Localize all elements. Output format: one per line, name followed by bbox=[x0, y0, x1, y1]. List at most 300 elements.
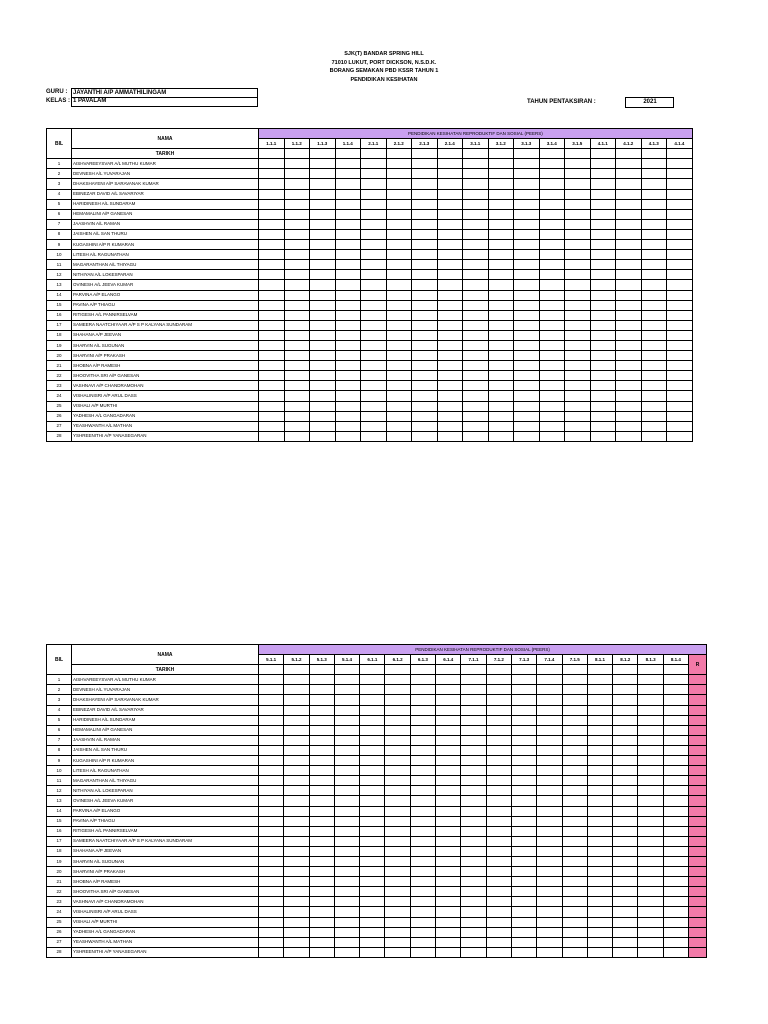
score-cell[interactable] bbox=[514, 361, 540, 371]
score-cell[interactable] bbox=[309, 796, 334, 806]
score-cell[interactable] bbox=[641, 371, 667, 381]
score-cell[interactable] bbox=[461, 927, 486, 937]
score-cell[interactable] bbox=[412, 310, 438, 320]
score-cell[interactable] bbox=[309, 735, 334, 745]
score-cell[interactable] bbox=[259, 695, 284, 705]
r-cell[interactable] bbox=[689, 856, 707, 866]
score-cell[interactable] bbox=[613, 826, 638, 836]
score-cell[interactable] bbox=[284, 351, 310, 361]
score-cell[interactable] bbox=[537, 877, 562, 887]
score-cell[interactable] bbox=[613, 877, 638, 887]
score-cell[interactable] bbox=[410, 796, 435, 806]
score-cell[interactable] bbox=[514, 159, 540, 169]
date-cell[interactable] bbox=[335, 149, 361, 159]
score-cell[interactable] bbox=[385, 685, 410, 695]
score-cell[interactable] bbox=[613, 816, 638, 826]
score-cell[interactable] bbox=[613, 786, 638, 796]
score-cell[interactable] bbox=[410, 917, 435, 927]
score-cell[interactable] bbox=[514, 199, 540, 209]
score-cell[interactable] bbox=[587, 675, 612, 685]
score-cell[interactable] bbox=[488, 240, 514, 250]
score-cell[interactable] bbox=[537, 897, 562, 907]
score-cell[interactable] bbox=[641, 159, 667, 169]
score-cell[interactable] bbox=[514, 219, 540, 229]
score-cell[interactable] bbox=[590, 250, 616, 260]
score-cell[interactable] bbox=[514, 270, 540, 280]
score-cell[interactable] bbox=[386, 330, 412, 340]
score-cell[interactable] bbox=[590, 351, 616, 361]
score-cell[interactable] bbox=[334, 897, 359, 907]
score-cell[interactable] bbox=[613, 867, 638, 877]
score-cell[interactable] bbox=[385, 776, 410, 786]
score-cell[interactable] bbox=[385, 695, 410, 705]
score-cell[interactable] bbox=[334, 907, 359, 917]
score-cell[interactable] bbox=[310, 431, 336, 441]
score-cell[interactable] bbox=[334, 806, 359, 816]
score-cell[interactable] bbox=[259, 351, 285, 361]
score-cell[interactable] bbox=[562, 927, 587, 937]
r-cell[interactable] bbox=[689, 917, 707, 927]
date-cell[interactable] bbox=[437, 149, 463, 159]
score-cell[interactable] bbox=[309, 927, 334, 937]
score-cell[interactable] bbox=[590, 280, 616, 290]
score-cell[interactable] bbox=[539, 340, 565, 350]
score-cell[interactable] bbox=[437, 381, 463, 391]
score-cell[interactable] bbox=[360, 806, 385, 816]
score-cell[interactable] bbox=[562, 695, 587, 705]
score-cell[interactable] bbox=[334, 947, 359, 957]
score-cell[interactable] bbox=[410, 846, 435, 856]
score-cell[interactable] bbox=[511, 806, 536, 816]
score-cell[interactable] bbox=[641, 290, 667, 300]
score-cell[interactable] bbox=[562, 836, 587, 846]
score-cell[interactable] bbox=[613, 715, 638, 725]
score-cell[interactable] bbox=[613, 685, 638, 695]
date-cell[interactable] bbox=[412, 149, 438, 159]
score-cell[interactable] bbox=[410, 776, 435, 786]
score-cell[interactable] bbox=[385, 766, 410, 776]
score-cell[interactable] bbox=[461, 725, 486, 735]
score-cell[interactable] bbox=[437, 199, 463, 209]
score-cell[interactable] bbox=[463, 340, 489, 350]
score-cell[interactable] bbox=[463, 330, 489, 340]
score-cell[interactable] bbox=[488, 270, 514, 280]
score-cell[interactable] bbox=[386, 199, 412, 209]
date-cell[interactable] bbox=[488, 149, 514, 159]
score-cell[interactable] bbox=[361, 290, 387, 300]
score-cell[interactable] bbox=[463, 310, 489, 320]
score-cell[interactable] bbox=[259, 371, 285, 381]
score-cell[interactable] bbox=[436, 937, 461, 947]
score-cell[interactable] bbox=[412, 371, 438, 381]
score-cell[interactable] bbox=[562, 867, 587, 877]
score-cell[interactable] bbox=[663, 756, 688, 766]
date-cell[interactable] bbox=[361, 149, 387, 159]
score-cell[interactable] bbox=[309, 836, 334, 846]
score-cell[interactable] bbox=[410, 877, 435, 887]
score-cell[interactable] bbox=[385, 806, 410, 816]
score-cell[interactable] bbox=[360, 695, 385, 705]
score-cell[interactable] bbox=[284, 856, 309, 866]
score-cell[interactable] bbox=[587, 705, 612, 715]
score-cell[interactable] bbox=[412, 320, 438, 330]
score-cell[interactable] bbox=[410, 715, 435, 725]
score-cell[interactable] bbox=[587, 766, 612, 776]
score-cell[interactable] bbox=[565, 431, 591, 441]
score-cell[interactable] bbox=[562, 756, 587, 766]
score-cell[interactable] bbox=[310, 391, 336, 401]
score-cell[interactable] bbox=[284, 836, 309, 846]
date-cell[interactable] bbox=[259, 149, 285, 159]
score-cell[interactable] bbox=[463, 431, 489, 441]
score-cell[interactable] bbox=[412, 209, 438, 219]
score-cell[interactable] bbox=[488, 381, 514, 391]
score-cell[interactable] bbox=[590, 361, 616, 371]
score-cell[interactable] bbox=[613, 846, 638, 856]
score-cell[interactable] bbox=[309, 816, 334, 826]
score-cell[interactable] bbox=[641, 199, 667, 209]
score-cell[interactable] bbox=[641, 250, 667, 260]
score-cell[interactable] bbox=[638, 685, 663, 695]
score-cell[interactable] bbox=[437, 351, 463, 361]
score-cell[interactable] bbox=[587, 786, 612, 796]
score-cell[interactable] bbox=[667, 189, 693, 199]
score-cell[interactable] bbox=[590, 411, 616, 421]
score-cell[interactable] bbox=[616, 189, 642, 199]
score-cell[interactable] bbox=[361, 361, 387, 371]
score-cell[interactable] bbox=[436, 856, 461, 866]
score-cell[interactable] bbox=[437, 411, 463, 421]
score-cell[interactable] bbox=[461, 715, 486, 725]
score-cell[interactable] bbox=[663, 907, 688, 917]
score-cell[interactable] bbox=[463, 401, 489, 411]
score-cell[interactable] bbox=[663, 826, 688, 836]
score-cell[interactable] bbox=[309, 877, 334, 887]
score-cell[interactable] bbox=[437, 340, 463, 350]
score-cell[interactable] bbox=[410, 695, 435, 705]
score-cell[interactable] bbox=[514, 371, 540, 381]
score-cell[interactable] bbox=[310, 320, 336, 330]
score-cell[interactable] bbox=[284, 330, 310, 340]
score-cell[interactable] bbox=[587, 937, 612, 947]
score-cell[interactable] bbox=[284, 766, 309, 776]
score-cell[interactable] bbox=[335, 340, 361, 350]
score-cell[interactable] bbox=[259, 806, 284, 816]
date-cell[interactable] bbox=[284, 149, 310, 159]
score-cell[interactable] bbox=[488, 320, 514, 330]
score-cell[interactable] bbox=[537, 685, 562, 695]
score-cell[interactable] bbox=[641, 330, 667, 340]
score-cell[interactable] bbox=[284, 240, 310, 250]
score-cell[interactable] bbox=[514, 310, 540, 320]
score-cell[interactable] bbox=[486, 705, 511, 715]
score-cell[interactable] bbox=[565, 240, 591, 250]
score-cell[interactable] bbox=[514, 240, 540, 250]
score-cell[interactable] bbox=[667, 219, 693, 229]
score-cell[interactable] bbox=[335, 391, 361, 401]
score-cell[interactable] bbox=[488, 371, 514, 381]
score-cell[interactable] bbox=[436, 756, 461, 766]
score-cell[interactable] bbox=[361, 340, 387, 350]
score-cell[interactable] bbox=[284, 806, 309, 816]
score-cell[interactable] bbox=[539, 421, 565, 431]
score-cell[interactable] bbox=[486, 846, 511, 856]
date-cell[interactable] bbox=[562, 665, 587, 675]
score-cell[interactable] bbox=[309, 715, 334, 725]
score-cell[interactable] bbox=[284, 927, 309, 937]
score-cell[interactable] bbox=[616, 300, 642, 310]
score-cell[interactable] bbox=[259, 209, 285, 219]
score-cell[interactable] bbox=[310, 229, 336, 239]
score-cell[interactable] bbox=[562, 897, 587, 907]
score-cell[interactable] bbox=[613, 705, 638, 715]
score-cell[interactable] bbox=[488, 290, 514, 300]
score-cell[interactable] bbox=[385, 715, 410, 725]
score-cell[interactable] bbox=[511, 685, 536, 695]
score-cell[interactable] bbox=[638, 877, 663, 887]
score-cell[interactable] bbox=[514, 351, 540, 361]
score-cell[interactable] bbox=[309, 685, 334, 695]
score-cell[interactable] bbox=[616, 431, 642, 441]
score-cell[interactable] bbox=[437, 300, 463, 310]
score-cell[interactable] bbox=[385, 907, 410, 917]
score-cell[interactable] bbox=[335, 320, 361, 330]
score-cell[interactable] bbox=[360, 776, 385, 786]
score-cell[interactable] bbox=[259, 745, 284, 755]
score-cell[interactable] bbox=[613, 735, 638, 745]
score-cell[interactable] bbox=[335, 189, 361, 199]
score-cell[interactable] bbox=[410, 806, 435, 816]
score-cell[interactable] bbox=[436, 735, 461, 745]
score-cell[interactable] bbox=[284, 826, 309, 836]
score-cell[interactable] bbox=[437, 290, 463, 300]
score-cell[interactable] bbox=[309, 705, 334, 715]
score-cell[interactable] bbox=[638, 725, 663, 735]
score-cell[interactable] bbox=[663, 715, 688, 725]
score-cell[interactable] bbox=[590, 381, 616, 391]
score-cell[interactable] bbox=[511, 735, 536, 745]
score-cell[interactable] bbox=[663, 806, 688, 816]
score-cell[interactable] bbox=[663, 796, 688, 806]
score-cell[interactable] bbox=[461, 947, 486, 957]
score-cell[interactable] bbox=[565, 159, 591, 169]
score-cell[interactable] bbox=[587, 735, 612, 745]
score-cell[interactable] bbox=[565, 209, 591, 219]
score-cell[interactable] bbox=[437, 361, 463, 371]
score-cell[interactable] bbox=[310, 199, 336, 209]
score-cell[interactable] bbox=[565, 229, 591, 239]
score-cell[interactable] bbox=[259, 796, 284, 806]
score-cell[interactable] bbox=[412, 240, 438, 250]
score-cell[interactable] bbox=[613, 695, 638, 705]
score-cell[interactable] bbox=[488, 179, 514, 189]
score-cell[interactable] bbox=[284, 270, 310, 280]
score-cell[interactable] bbox=[590, 209, 616, 219]
score-cell[interactable] bbox=[461, 897, 486, 907]
score-cell[interactable] bbox=[360, 836, 385, 846]
score-cell[interactable] bbox=[386, 240, 412, 250]
score-cell[interactable] bbox=[667, 290, 693, 300]
score-cell[interactable] bbox=[488, 189, 514, 199]
score-cell[interactable] bbox=[360, 756, 385, 766]
r-cell[interactable] bbox=[689, 826, 707, 836]
score-cell[interactable] bbox=[284, 371, 310, 381]
score-cell[interactable] bbox=[616, 199, 642, 209]
score-cell[interactable] bbox=[412, 260, 438, 270]
score-cell[interactable] bbox=[667, 280, 693, 290]
score-cell[interactable] bbox=[284, 229, 310, 239]
score-cell[interactable] bbox=[335, 431, 361, 441]
score-cell[interactable] bbox=[385, 917, 410, 927]
score-cell[interactable] bbox=[412, 270, 438, 280]
score-cell[interactable] bbox=[309, 917, 334, 927]
score-cell[interactable] bbox=[386, 361, 412, 371]
score-cell[interactable] bbox=[461, 826, 486, 836]
score-cell[interactable] bbox=[309, 695, 334, 705]
score-cell[interactable] bbox=[590, 179, 616, 189]
score-cell[interactable] bbox=[259, 705, 284, 715]
score-cell[interactable] bbox=[385, 745, 410, 755]
score-cell[interactable] bbox=[259, 786, 284, 796]
score-cell[interactable] bbox=[361, 381, 387, 391]
score-cell[interactable] bbox=[590, 310, 616, 320]
score-cell[interactable] bbox=[335, 270, 361, 280]
score-cell[interactable] bbox=[663, 917, 688, 927]
score-cell[interactable] bbox=[310, 330, 336, 340]
score-cell[interactable] bbox=[488, 260, 514, 270]
score-cell[interactable] bbox=[616, 270, 642, 280]
score-cell[interactable] bbox=[565, 401, 591, 411]
score-cell[interactable] bbox=[259, 431, 285, 441]
score-cell[interactable] bbox=[360, 786, 385, 796]
score-cell[interactable] bbox=[616, 401, 642, 411]
score-cell[interactable] bbox=[437, 421, 463, 431]
score-cell[interactable] bbox=[539, 310, 565, 320]
score-cell[interactable] bbox=[514, 421, 540, 431]
score-cell[interactable] bbox=[590, 260, 616, 270]
score-cell[interactable] bbox=[412, 330, 438, 340]
score-cell[interactable] bbox=[590, 240, 616, 250]
score-cell[interactable] bbox=[488, 280, 514, 290]
score-cell[interactable] bbox=[461, 695, 486, 705]
score-cell[interactable] bbox=[412, 219, 438, 229]
score-cell[interactable] bbox=[436, 867, 461, 877]
score-cell[interactable] bbox=[334, 776, 359, 786]
score-cell[interactable] bbox=[385, 887, 410, 897]
score-cell[interactable] bbox=[638, 745, 663, 755]
score-cell[interactable] bbox=[488, 361, 514, 371]
score-cell[interactable] bbox=[488, 330, 514, 340]
score-cell[interactable] bbox=[461, 786, 486, 796]
score-cell[interactable] bbox=[590, 431, 616, 441]
score-cell[interactable] bbox=[511, 846, 536, 856]
score-cell[interactable] bbox=[284, 786, 309, 796]
score-cell[interactable] bbox=[309, 766, 334, 776]
score-cell[interactable] bbox=[638, 735, 663, 745]
score-cell[interactable] bbox=[436, 846, 461, 856]
score-cell[interactable] bbox=[539, 320, 565, 330]
score-cell[interactable] bbox=[613, 887, 638, 897]
date-cell[interactable] bbox=[486, 665, 511, 675]
score-cell[interactable] bbox=[386, 391, 412, 401]
score-cell[interactable] bbox=[360, 826, 385, 836]
score-cell[interactable] bbox=[437, 159, 463, 169]
score-cell[interactable] bbox=[565, 320, 591, 330]
score-cell[interactable] bbox=[638, 715, 663, 725]
score-cell[interactable] bbox=[410, 725, 435, 735]
score-cell[interactable] bbox=[667, 300, 693, 310]
score-cell[interactable] bbox=[613, 745, 638, 755]
score-cell[interactable] bbox=[667, 169, 693, 179]
score-cell[interactable] bbox=[587, 816, 612, 826]
score-cell[interactable] bbox=[587, 685, 612, 695]
score-cell[interactable] bbox=[565, 189, 591, 199]
score-cell[interactable] bbox=[461, 917, 486, 927]
score-cell[interactable] bbox=[539, 361, 565, 371]
date-cell[interactable] bbox=[334, 665, 359, 675]
score-cell[interactable] bbox=[412, 169, 438, 179]
score-cell[interactable] bbox=[310, 240, 336, 250]
score-cell[interactable] bbox=[284, 867, 309, 877]
score-cell[interactable] bbox=[335, 159, 361, 169]
score-cell[interactable] bbox=[613, 756, 638, 766]
score-cell[interactable] bbox=[463, 351, 489, 361]
score-cell[interactable] bbox=[361, 179, 387, 189]
score-cell[interactable] bbox=[334, 877, 359, 887]
date-cell[interactable] bbox=[514, 149, 540, 159]
score-cell[interactable] bbox=[284, 169, 310, 179]
score-cell[interactable] bbox=[410, 675, 435, 685]
score-cell[interactable] bbox=[309, 826, 334, 836]
score-cell[interactable] bbox=[361, 219, 387, 229]
score-cell[interactable] bbox=[638, 907, 663, 917]
score-cell[interactable] bbox=[259, 229, 285, 239]
score-cell[interactable] bbox=[410, 856, 435, 866]
score-cell[interactable] bbox=[412, 229, 438, 239]
score-cell[interactable] bbox=[259, 421, 285, 431]
score-cell[interactable] bbox=[463, 240, 489, 250]
score-cell[interactable] bbox=[638, 786, 663, 796]
score-cell[interactable] bbox=[310, 421, 336, 431]
score-cell[interactable] bbox=[436, 836, 461, 846]
r-cell[interactable] bbox=[689, 695, 707, 705]
score-cell[interactable] bbox=[539, 351, 565, 361]
score-cell[interactable] bbox=[385, 897, 410, 907]
score-cell[interactable] bbox=[514, 401, 540, 411]
score-cell[interactable] bbox=[385, 725, 410, 735]
score-cell[interactable] bbox=[436, 705, 461, 715]
score-cell[interactable] bbox=[334, 725, 359, 735]
score-cell[interactable] bbox=[386, 310, 412, 320]
date-cell[interactable] bbox=[638, 665, 663, 675]
score-cell[interactable] bbox=[587, 745, 612, 755]
score-cell[interactable] bbox=[514, 290, 540, 300]
score-cell[interactable] bbox=[334, 786, 359, 796]
score-cell[interactable] bbox=[360, 887, 385, 897]
score-cell[interactable] bbox=[638, 887, 663, 897]
score-cell[interactable] bbox=[334, 887, 359, 897]
score-cell[interactable] bbox=[436, 786, 461, 796]
score-cell[interactable] bbox=[360, 856, 385, 866]
score-cell[interactable] bbox=[488, 421, 514, 431]
score-cell[interactable] bbox=[334, 836, 359, 846]
score-cell[interactable] bbox=[511, 745, 536, 755]
score-cell[interactable] bbox=[667, 240, 693, 250]
score-cell[interactable] bbox=[590, 421, 616, 431]
score-cell[interactable] bbox=[436, 745, 461, 755]
score-cell[interactable] bbox=[335, 219, 361, 229]
score-cell[interactable] bbox=[511, 937, 536, 947]
